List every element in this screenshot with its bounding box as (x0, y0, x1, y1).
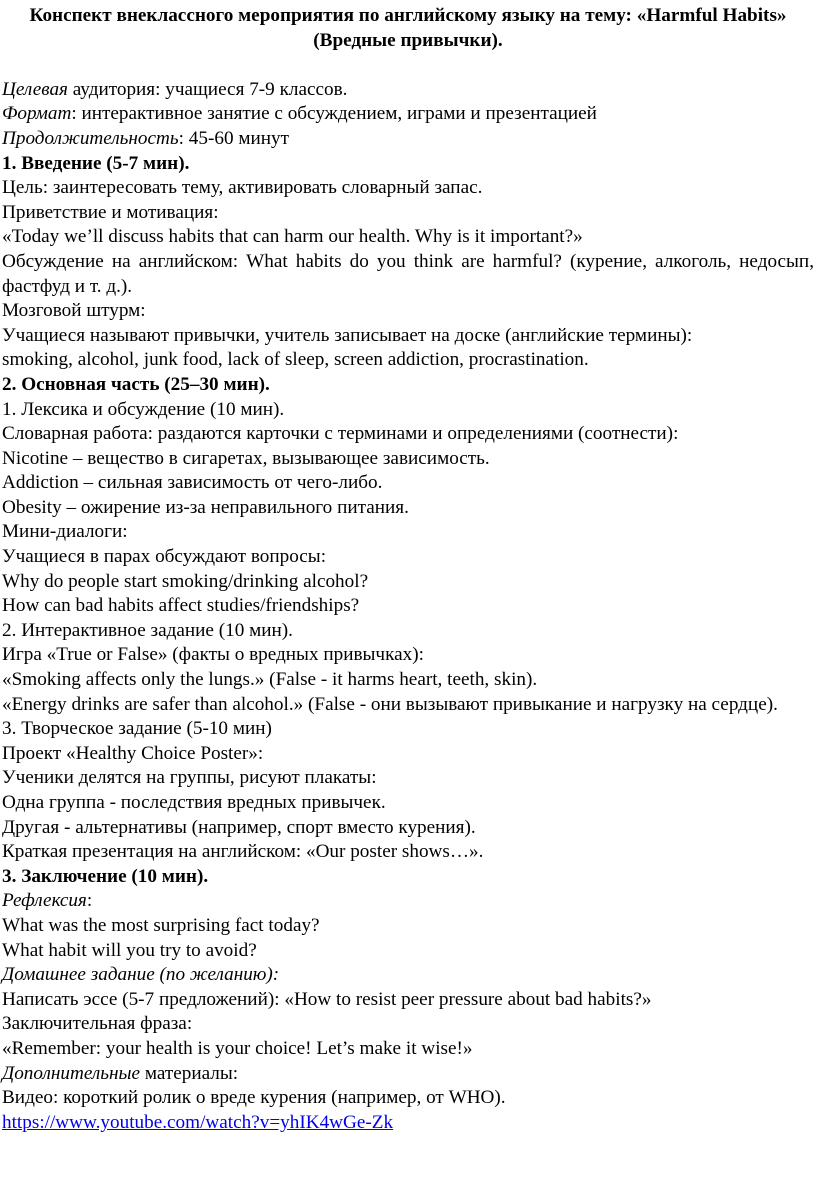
question-1: Why do people start smoking/drinking alcohol? (2, 570, 369, 592)
materials-text: материалы: (140, 1062, 239, 1084)
brainstorm-label: Мозговой штурм: (2, 300, 146, 322)
vocab-heading: 1. Лексика и обсуждение (10 мин). (2, 398, 285, 420)
term-obesity: Obesity – ожирение из-за неправильного питания. (2, 496, 409, 518)
term-nicotine: Nicotine – вещество в сигаретах, вызывающее зависимость. (2, 447, 490, 469)
audience-line (2, 78, 814, 103)
video-text: Видео: короткий ролик о вреде курения (например, от WHO). (2, 1087, 506, 1109)
homework-label: Домашнее задание (по желанию): (2, 964, 280, 986)
main-heading: 2. Основная часть (25–30 мин). (2, 373, 270, 395)
materials-label: Дополнительные (2, 1062, 141, 1084)
greeting-label: Приветствие и мотивация: (2, 201, 219, 223)
homework-text: Написать эссе (5-7 предложений): «How to resist peer pressure about bad habits?» (2, 988, 652, 1010)
reflection-question-1: What was the most surprising fact today? (2, 914, 320, 936)
term-addiction: Addiction – сильная зависимость от чего-либо. (2, 472, 383, 494)
duration-line (2, 127, 814, 152)
document-title: Конспект внеклассного мероприятия по английскому языку на тему: «Harmful Habits» (Вредные привычки). (29, 5, 787, 51)
fact-1: «Smoking affects only the lungs.» (False - it harms heart, teeth, skin). (2, 669, 538, 691)
final-phrase-label: Заключительная фраза: (2, 1013, 193, 1035)
audience-label: Целевая (2, 78, 68, 100)
intro-goal: Цель: заинтересовать тему, активировать словарный запас. (2, 177, 483, 199)
project-line-3: Другая - альтернативы (например, спорт вместо курения). (2, 816, 476, 838)
project-line-1: Ученики делятся на группы, рисуют плакаты: (2, 767, 377, 789)
video-link-line (2, 1111, 814, 1136)
format-line (2, 102, 814, 127)
brainstorm-terms: smoking, alcohol, junk food, lack of sleep, screen addiction, procrastination. (2, 349, 589, 371)
audience-text: аудитория: учащиеся 7-9 классов. (67, 78, 348, 100)
format-text: : интерактивное занятие с обсуждением, играми и презентацией (71, 103, 597, 125)
game-label: Игра «True or False» (факты о вредных привычках): (2, 644, 424, 666)
conclusion-heading: 3. Заключение (10 мин). (2, 865, 209, 887)
dialogues-text: Учащиеся в парах обсуждают вопросы: (2, 546, 327, 568)
reflection-colon: : (86, 890, 93, 912)
final-phrase: «Remember: your health is your choice! Let’s make it wise!» (2, 1037, 473, 1059)
video-link[interactable]: https://www.youtube.com/watch?v=yhIK4wGe-Zk (2, 1111, 394, 1133)
question-2: How can bad habits affect studies/friendships? (2, 595, 360, 617)
vocab-task: Словарная работа: раздаются карточки с терминами и определениями (соотнести): (2, 423, 679, 445)
project-label: Проект «Healthy Choice Poster»: (2, 742, 264, 764)
duration-label: Продолжительность (2, 127, 179, 149)
intro-discussion: Обсуждение на английском: What habits do you think are harmful? (курение, алкоголь, недосып, фастфуд и т. д.). (2, 250, 814, 297)
project-line-2: Одна группа - последствия вредных привычек. (2, 792, 386, 813)
reflection-line (2, 889, 814, 914)
interactive-heading: 2. Интерактивное задание (10 мин). (2, 619, 293, 641)
materials-line (2, 1062, 814, 1087)
fact-2: «Energy drinks are safer than alcohol.» (False - они вызывают привыкание и нагрузку на сердце). (2, 693, 778, 715)
greeting-quote: «Today we’ll discuss habits that can harm our health. Why is it important?» (2, 226, 583, 248)
brainstorm-text: Учащиеся называют привычки, учитель записывает на доске (английские термины): (2, 324, 693, 346)
creative-heading: 3. Творческое задание (5-10 мин) (2, 718, 272, 740)
duration-text: : 45-60 минут (178, 127, 289, 149)
reflection-label: Рефлексия (2, 890, 87, 912)
dialogues-label: Мини-диалоги: (2, 521, 128, 543)
format-label: Формат (2, 103, 72, 125)
reflection-question-2: What habit will you try to avoid? (2, 939, 257, 961)
project-line-4: Краткая презентация на английском: «Our poster shows…». (2, 841, 484, 863)
intro-heading: 1. Введение (5-7 мин). (2, 152, 190, 174)
